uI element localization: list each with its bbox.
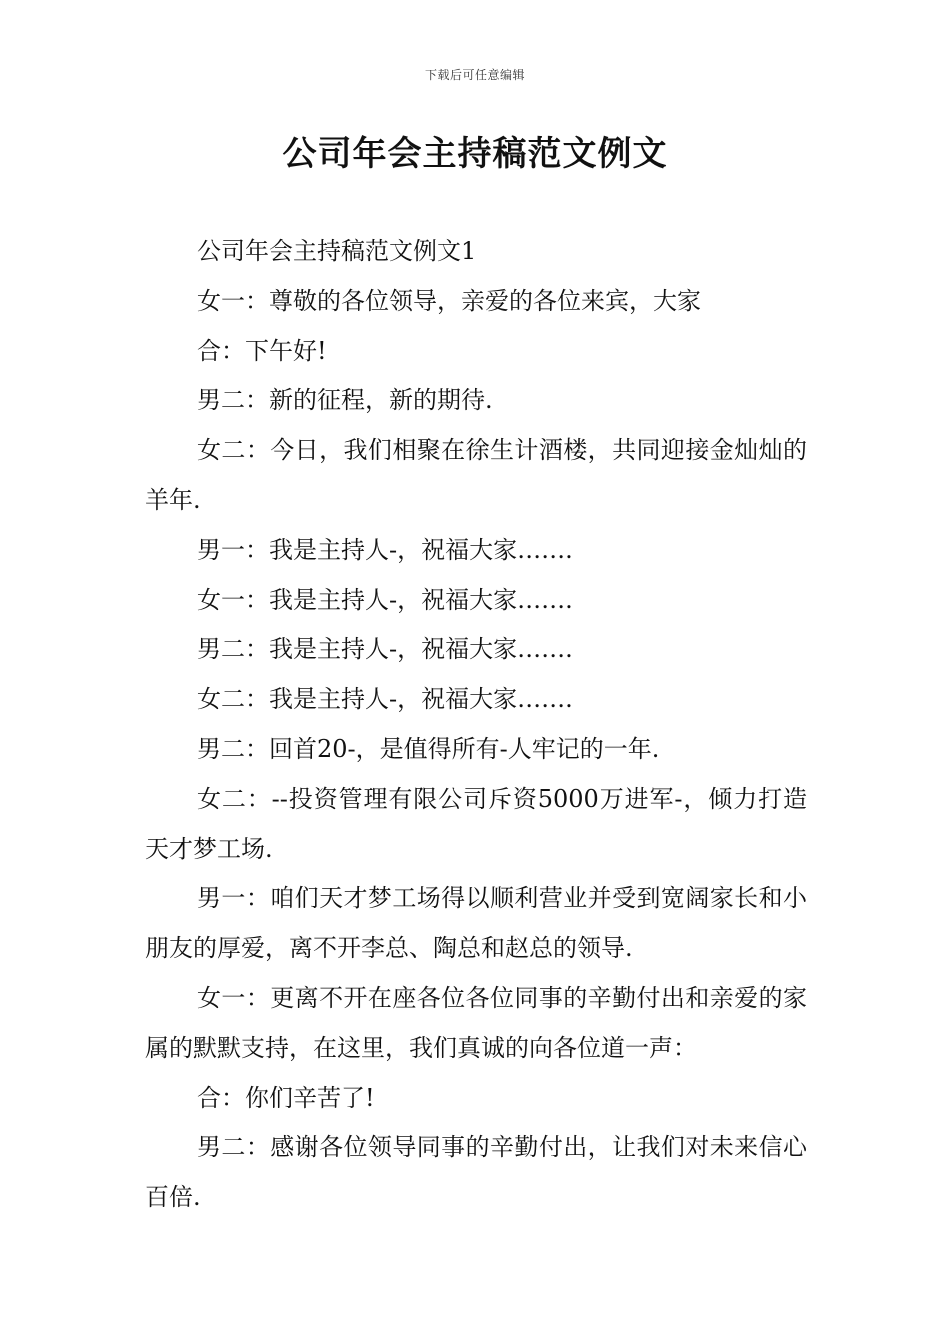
paragraph: 女二：--投资管理有限公司斥资5000万进军-，倾力打造天才梦工场. <box>145 784 807 863</box>
paragraph: 公司年会主持稿范文例文1 <box>197 237 477 265</box>
paragraph: 合：你们辛苦了! <box>197 1083 375 1112</box>
paragraph: 合：下午好! <box>197 336 327 365</box>
paragraph: 女一：更离不开在座各位各位同事的辛勤付出和亲爱的家属的默默支持，在这里，我们真诚的向各位道一声： <box>145 983 807 1062</box>
paragraph: 男一：我是主持人-，祝福大家……. <box>197 535 573 564</box>
paragraph: 男二：新的征程，新的期待. <box>197 386 493 415</box>
paragraph: 女一：我是主持人-，祝福大家……. <box>197 585 573 614</box>
paragraph: 女二：我是主持人-，祝福大家……. <box>197 685 573 714</box>
paragraph: 男一：咱们天才梦工场得以顺利营业并受到宽阔家长和小朋友的厚爱，离不开李总、陶总和赵总的领导. <box>145 884 807 963</box>
paragraph: 女一：尊敬的各位领导，亲爱的各位来宾，大家 <box>197 286 701 315</box>
document-body <box>145 227 807 1223</box>
paragraph: 男二：回首20-，是值得所有-人牢记的一年. <box>197 734 660 763</box>
paragraph: 男二：我是主持人-，祝福大家……. <box>197 635 573 664</box>
paragraph: 女二：今日，我们相聚在徐生计酒楼，共同迎接金灿灿的羊年. <box>145 436 807 514</box>
header-note: 下载后可任意编辑 <box>424 68 525 82</box>
paragraph: 男二：感谢各位领导同事的辛勤付出，让我们对未来信心百倍. <box>145 1133 807 1212</box>
document-title: 公司年会主持稿范文例文 <box>282 134 668 174</box>
